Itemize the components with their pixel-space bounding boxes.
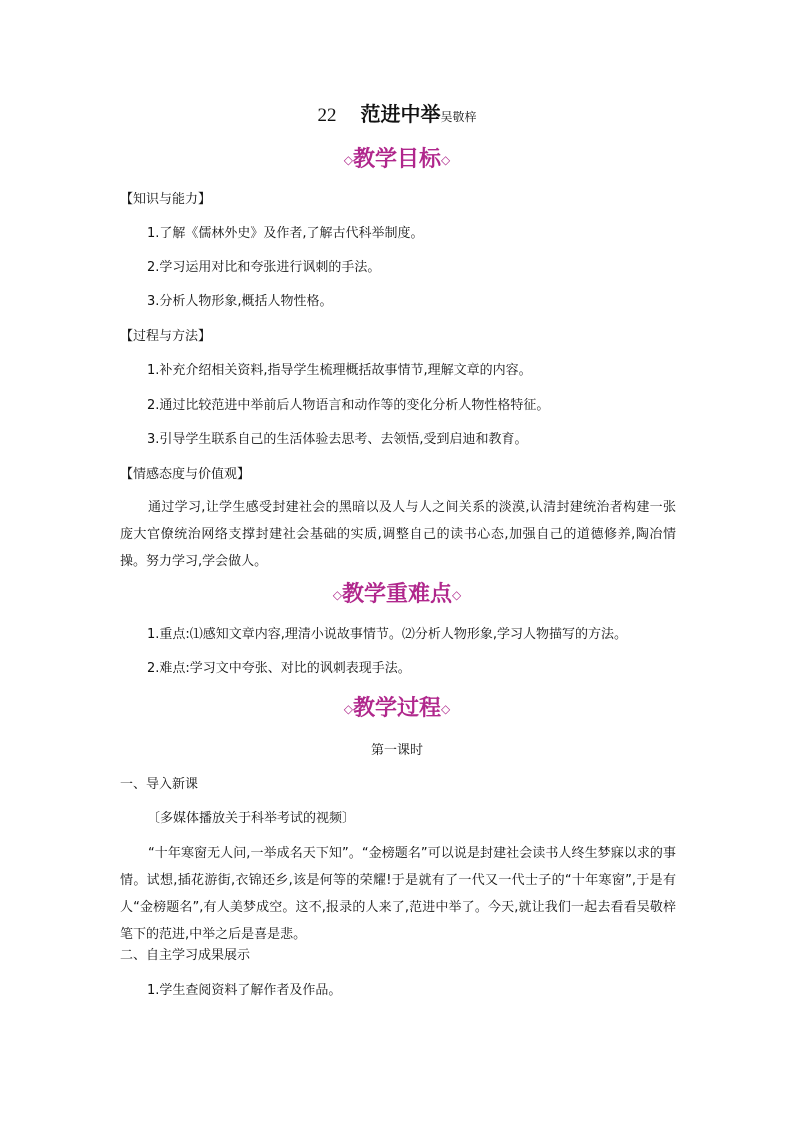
method-item: 1.补充介绍相关资料,指导学生梳理概括故事情节,理解文章的内容。: [147, 363, 532, 378]
knowledge-heading: 【知识与能力】: [120, 192, 212, 207]
diamond-icon: ◇: [332, 588, 342, 602]
diamond-icon: ◇: [441, 702, 451, 716]
knowledge-item: 2.学习运用对比和夸张进行讽刺的手法。: [147, 260, 381, 275]
knowledge-item: 3.分析人物形象,概括人物性格。: [147, 294, 333, 309]
method-heading: 【过程与方法】: [120, 329, 212, 344]
self-study-item: 1.学生查阅资料了解作者及作品。: [147, 983, 342, 998]
author-name: 吴敬梓: [440, 110, 477, 124]
part-heading-self-study: 二、自主学习成果展示: [120, 948, 251, 963]
diamond-icon: ◇: [452, 588, 462, 602]
diamond-icon: ◇: [441, 153, 451, 167]
section-label: 教学目标: [352, 147, 441, 172]
key-point-item: 1.重点:⑴感知文章内容,理清小说故事情节。⑵分析人物形象,学习人物描写的方法。: [147, 627, 628, 642]
section-heading-process: [0, 692, 794, 726]
attitude-paragraph: 通过学习,让学生感受封建社会的黑暗以及人与人之间关系的淡漠,认清封建统治者构建一张庞大官僚统治网络支撑封建社会基础的实质,调整自己的读书心态,加强自己的道德修养,陶冶情操。努力学习,学会做人。: [120, 500, 676, 569]
knowledge-item: 1.了解《儒林外史》及作者,了解古代科举制度。: [147, 226, 424, 241]
diamond-icon: ◇: [343, 702, 353, 716]
key-point-item: 2.难点:学习文中夸张、对比的讽刺表现手法。: [147, 661, 411, 676]
media-note: 〔多媒体播放关于科举考试的视频〕: [147, 811, 356, 826]
lesson-title: [0, 98, 794, 133]
method-item: 3.引导学生联系自己的生活体验去思考、去领悟,受到启迪和教育。: [147, 432, 528, 447]
section-label: 教学过程: [352, 696, 441, 721]
intro-paragraph: “十年寒窗无人问,一举成名天下知”。“金榜题名”可以说是封建社会读书人终生梦寐以求的事情。试想,插花游街,衣锦还乡,该是何等的荣耀!于是就有了一代又一代士子的“十年寒窗”,于是有人“金榜题名”,有人美梦成空。这不,报录的人来了,范进中举了。今天,就让我们一起去看看吴敬梓笔下的范进,中举之后是喜是悲。: [120, 846, 676, 942]
section-heading-key-points: [0, 578, 794, 612]
section-label: 教学重难点: [341, 582, 452, 607]
lesson-number: 22: [317, 105, 337, 126]
section-heading-goals: [0, 143, 794, 177]
diamond-icon: ◇: [343, 153, 353, 167]
lesson-period: 第一课时: [370, 743, 423, 758]
attitude-heading: 【情感态度与价值观】: [120, 467, 251, 482]
method-item: 2.通过比较范进中举前后人物语言和动作等的变化分析人物性格特征。: [147, 398, 550, 413]
part-heading-intro: 一、导入新课: [120, 777, 199, 792]
lesson-title-text: 范进中举: [360, 102, 441, 126]
